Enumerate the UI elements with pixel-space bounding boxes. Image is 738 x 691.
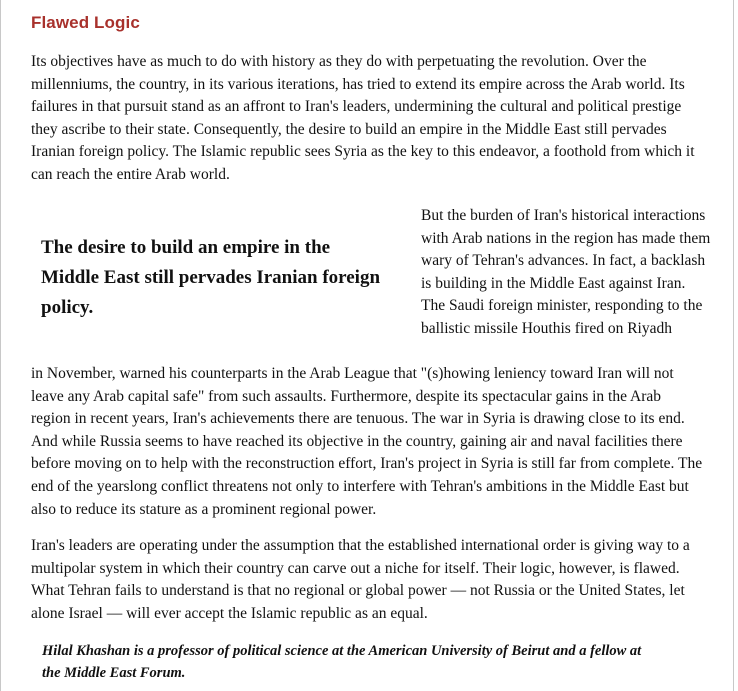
pull-quote: The desire to build an empire in the Middle East still pervades Iranian foreign policy. bbox=[41, 237, 381, 318]
section-heading: Flawed Logic bbox=[31, 13, 140, 32]
paragraph-1: Its objectives have as much to do with history as they do with perpetuating the revolution. Over the millenniums, the country, in its various iterations, has tried to extend its empire across the Arab world. Its failures in that pursuit stand as an affront to Iran's leaders, undermining the cultural and political prestige they ascribe to their state. Consequently, the desire to build an empire in the Middle East still pervades Iranian foreign policy. The Islamic republic sees Syria as the key to this endeavor, a foothold from which it can reach the entire Arab world. bbox=[31, 53, 695, 183]
paragraph-2-side-column: But the burden of Iran's historical interactions with Arab nations in the region has made them wary of Tehran's advances. In fact, a backlash is building in the Middle East against Iran. The Saudi foreign minister, responding to the ballistic missile Houthis fired on Riyadh bbox=[421, 207, 711, 337]
paragraph-3: Iran's leaders are operating under the assumption that the established international order is giving way to a multipolar system in which their country can carve out a niche for itself. Their logic, however, is flawed. What Tehran fails to understand is that no regional or global power — not Russia or the United States, let alone Israel — will ever accept the Islamic republic as an equal. bbox=[31, 537, 690, 622]
paragraph-2-continued: in November, warned his counterparts in the Arab League that "(s)howing leniency toward Iran will not leave any Arab capital safe" from such assaults. Furthermore, despite its spectacular gains in the Arab region in recent years, Iran's achievements there are tenuous. The war in Syria is drawing close to its end. And while Russia seems to have reached its objective in the country, gaining air and naval facilities there before moving on to help with the reconstruction effort, Iran's project in Syria is still far from complete. The end of the yearslong conflict threatens not only to interfere with Tehran's ambitions in the Middle East but also to reduce its stature as a prominent regional power. bbox=[31, 365, 703, 518]
author-bio: Hilal Khashan is a professor of political science at the American University of Beirut and a fellow at the Middle East Forum. bbox=[42, 643, 642, 681]
